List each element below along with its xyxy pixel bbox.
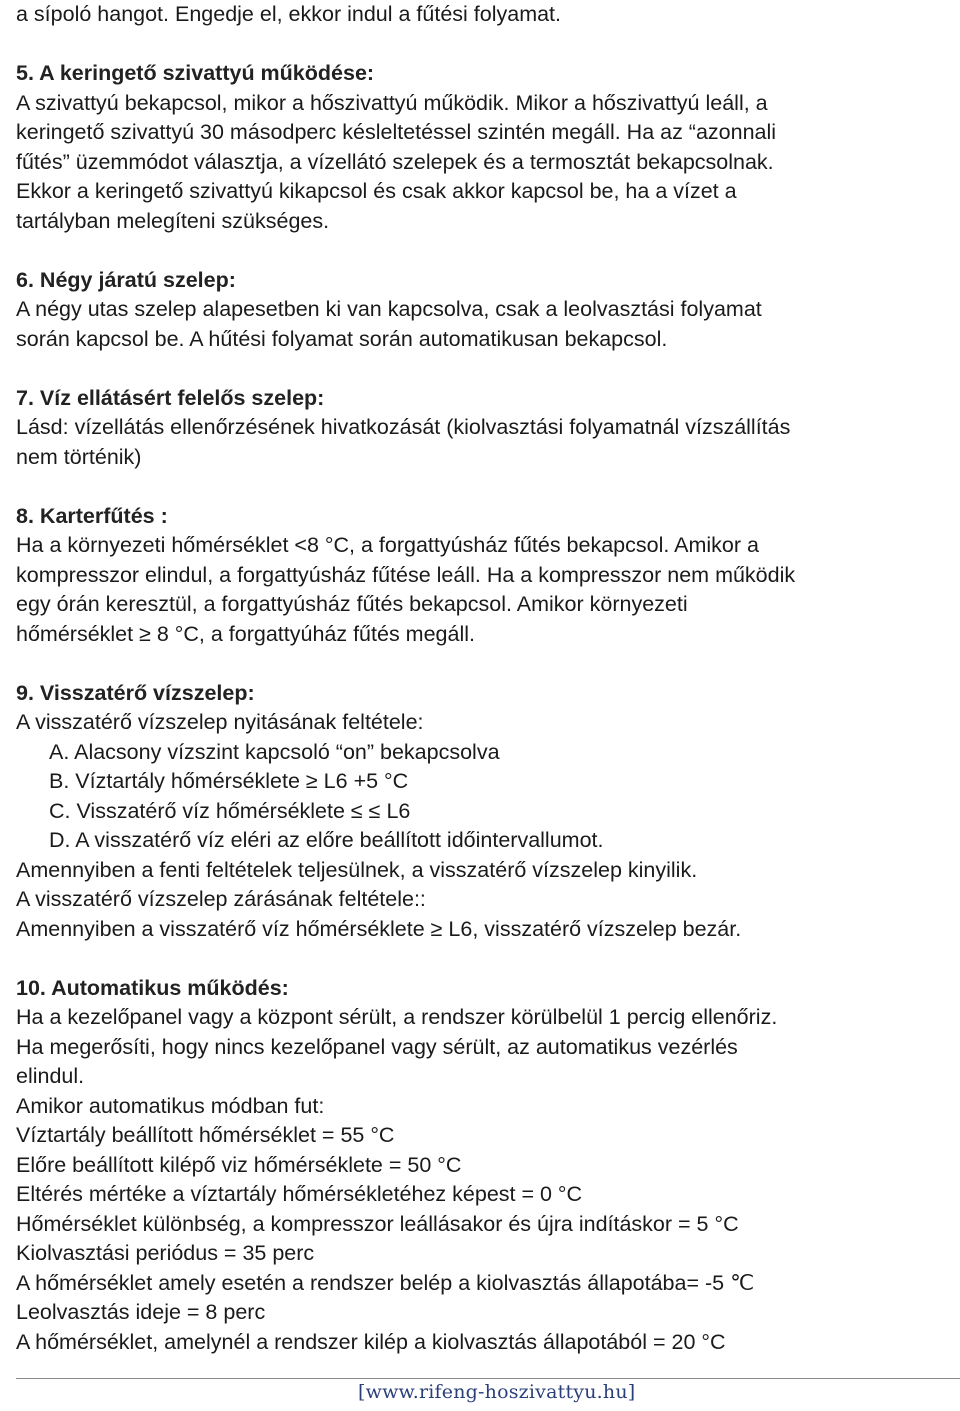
paragraph-line: Ha a kezelőpanel vagy a központ sérült, a rendszer körülbelül 1 percig ellenőriz. <box>16 1005 778 1029</box>
paragraph-line: hőmérséklet ≥ 8 °C, a forgattyúház fűtés megáll. <box>16 621 475 646</box>
paragraph-line: egy órán keresztül, a forgattyúsház fűtés bekapcsol. Amikor környezeti <box>16 592 688 616</box>
section-title: A keringető szivattyú működése: <box>39 61 375 85</box>
paragraph-line: nem történik) <box>16 444 142 469</box>
spacer <box>16 236 951 266</box>
paragraph-line: során kapcsol be. A hűtési folyamat során automatikusan bekapcsol. <box>16 326 668 351</box>
paragraph-line: Előre beállított kilépő viz hőmérséklete = 50 °C <box>16 1152 462 1177</box>
spacer <box>16 649 951 679</box>
spacer <box>16 944 951 974</box>
paragraph-line: keringető szivattyú 30 másodperc késleltetéssel szintén megáll. Ha az “azonnali <box>16 120 777 144</box>
section-heading <box>16 679 951 709</box>
section-heading <box>16 59 951 89</box>
section-title: Négy járatú szelep: <box>39 267 236 292</box>
paragraph-line: Amikor automatikus módban fut: <box>16 1093 325 1118</box>
paragraph-line: Leolvasztás ideje = 8 perc <box>16 1300 266 1324</box>
paragraph-line: Víztartály beállított hőmérséklet = 55 °C <box>16 1123 395 1147</box>
section-heading <box>16 266 951 296</box>
paragraph-line: Kiolvasztási periódus = 35 perc <box>16 1241 315 1265</box>
section-8 <box>16 502 951 650</box>
footer-website-link[interactable]: [www.rifeng-hoszivattyu.hu] <box>358 1381 636 1403</box>
paragraph-line: A szivattyú bekapcsol, mikor a hőszivattyú működik. Mikor a hőszivattyú leáll, a <box>16 90 768 115</box>
section-number: 9. <box>16 680 34 705</box>
section-number: 7. <box>16 385 34 410</box>
section-number: 6. <box>16 267 34 292</box>
paragraph-line: Eltérés mértéke a víztartály hőmérsékletéhez képest = 0 °C <box>16 1182 583 1206</box>
section-5 <box>16 59 951 236</box>
paragraph-line: Ha a környezeti hőmérséklet <8 °C, a forgattyúsház fűtés bekapcsol. Amikor a <box>16 533 759 557</box>
list-item: D. A visszatérő víz eléri az előre beállított időintervallumot. <box>49 828 604 852</box>
section-6 <box>16 266 951 355</box>
paragraph-line: Lásd: vízellátás ellenőrzésének hivatkozását (kiolvasztási folyamatnál vízszállítás <box>16 415 791 439</box>
list-item: C. Visszatérő víz hőmérséklete ≤ ≤ L6 <box>49 798 411 823</box>
paragraph-line: Amennyiben a visszatérő víz hőmérséklete ≥ L6, visszatérő vízszelep bezár. <box>16 916 742 941</box>
paragraph-line: Ha megerősíti, hogy nincs kezelőpanel vagy sérült, az automatikus vezérlés <box>16 1034 738 1059</box>
spacer <box>16 472 951 502</box>
paragraph-line: A négy utas szelep alapesetben ki van kapcsolva, csak a leolvasztási folyamat <box>16 297 762 321</box>
section-heading <box>16 384 951 414</box>
section-heading <box>16 502 951 532</box>
document-page <box>16 0 951 1357</box>
paragraph-line: tartályban melegíteni szükséges. <box>16 208 330 233</box>
list-item: A. Alacsony vízszint kapcsoló “on” bekapcsolva <box>49 739 500 764</box>
list-item: B. Víztartály hőmérséklete ≥ L6 +5 °C <box>49 769 409 793</box>
section-7 <box>16 384 951 473</box>
paragraph-line: kompresszor elindul, a forgattyúsház fűtése leáll. Ha a kompresszor nem működik <box>16 562 796 587</box>
spacer <box>16 30 951 60</box>
section-title: Visszatérő vízszelep: <box>39 680 255 705</box>
section-heading <box>16 974 951 1004</box>
paragraph-line: A visszatérő vízszelep nyitásának feltétele: <box>16 710 424 734</box>
section-number: 10. <box>16 975 46 1000</box>
paragraph-line: fűtés” üzemmódot választja, a vízellátó szelepek és a termosztát bekapcsolnak. <box>16 149 774 174</box>
paragraph-line: A hőmérséklet amely esetén a rendszer belép a kiolvasztás állapotába= -5 ℃ <box>16 1270 755 1295</box>
section-10 <box>16 974 951 1358</box>
paragraph-line: Hőmérséklet különbség, a kompresszor leállásakor és újra indításkor = 5 °C <box>16 1211 739 1236</box>
paragraph-line: Ekkor a keringető szivattyú kikapcsol és csak akkor kapcsol be, ha a vízet a <box>16 179 737 203</box>
section-title: Automatikus működés: <box>51 975 289 1000</box>
section-title: Karterfűtés : <box>39 503 168 528</box>
footer-divider <box>16 1378 960 1379</box>
intro-line: a sípoló hangot. Engedje el, ekkor indul a fűtési folyamat. <box>16 2 562 26</box>
section-title: Víz ellátásért felelős szelep: <box>39 385 325 410</box>
paragraph-line: A hőmérséklet, amelynél a rendszer kilép a kiolvasztás állapotából = 20 °C <box>16 1329 726 1354</box>
section-number: 5. <box>16 61 34 85</box>
paragraph-line: A visszatérő vízszelep zárásának feltétele:: <box>16 887 426 911</box>
spacer <box>16 354 951 384</box>
section-number: 8. <box>16 503 34 528</box>
paragraph-line: elindul. <box>16 1064 85 1088</box>
paragraph-line: Amennyiben a fenti feltételek teljesülnek, a visszatérő vízszelep kinyilik. <box>16 857 698 882</box>
section-9 <box>16 679 951 945</box>
